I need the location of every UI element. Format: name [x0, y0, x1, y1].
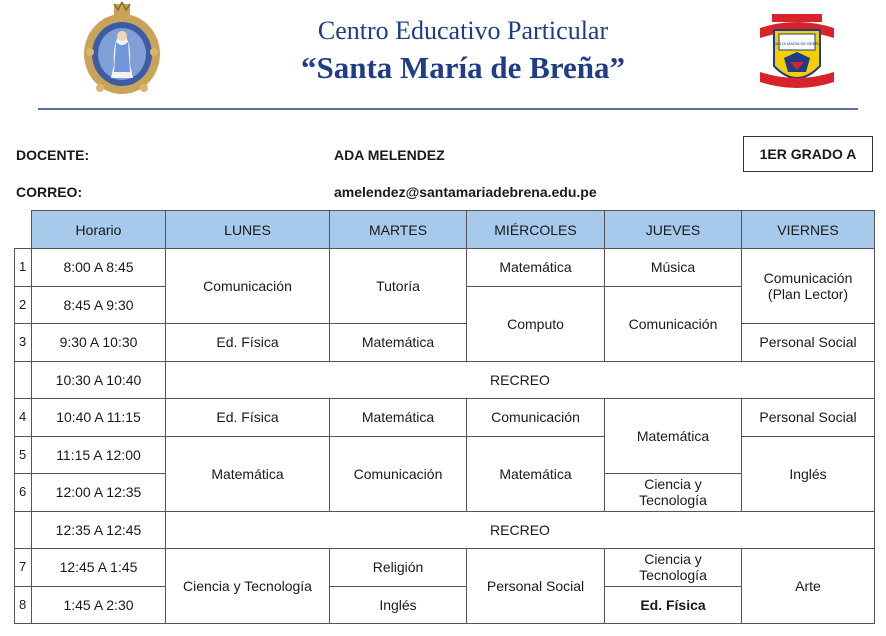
- correo-label: CORREO:: [16, 184, 83, 200]
- time-cell: 10:30 A 10:40: [32, 361, 166, 399]
- class-cell: Música: [605, 249, 742, 287]
- class-cell: Matemática: [467, 436, 605, 511]
- time-cell: 12:00 A 12:35: [32, 474, 166, 512]
- class-cell: Ed. Física: [166, 324, 330, 362]
- school-name-title: “Santa María de Breña”: [300, 50, 626, 85]
- correo-value: amelendez@santamariadebrena.edu.pe: [334, 184, 597, 200]
- docente-value: ADA MELENDEZ: [334, 147, 445, 163]
- class-cell: Inglés: [330, 586, 467, 624]
- header-viernes: VIERNES: [742, 211, 875, 249]
- period-number: 2: [15, 286, 32, 324]
- class-line: Tecnología: [639, 492, 707, 509]
- header-jueves: JUEVES: [605, 211, 742, 249]
- svg-text:SANTA MARÍA DE BREÑA: SANTA MARÍA DE BREÑA: [773, 41, 821, 46]
- header-horario: Horario: [32, 211, 166, 249]
- table-row: [15, 399, 875, 437]
- class-cell: Personal Social: [742, 399, 875, 437]
- class-cell: Comunicación: [166, 249, 330, 324]
- class-line: Tecnología: [639, 567, 707, 584]
- table-row: [15, 324, 875, 362]
- class-line: Comunicación: [763, 270, 853, 286]
- class-cell: Comunicación: [330, 436, 467, 511]
- recess-cell: RECREO: [166, 511, 875, 549]
- header-martes: MARTES: [330, 211, 467, 249]
- class-cell: Ed. Física: [605, 586, 742, 624]
- class-cell: Personal Social: [742, 324, 875, 362]
- period-number: [15, 361, 32, 399]
- class-cell: Inglés: [742, 436, 875, 511]
- period-number: 8: [15, 586, 32, 624]
- class-cell: Matemática: [166, 436, 330, 511]
- docente-label: DOCENTE:: [16, 147, 90, 163]
- class-cell: Computo: [467, 286, 605, 361]
- recess-cell: RECREO: [166, 361, 875, 399]
- table-row: [15, 511, 875, 549]
- time-cell: 12:45 A 1:45: [32, 549, 166, 587]
- class-cell: [742, 249, 875, 324]
- time-cell: 11:15 A 12:00: [32, 436, 166, 474]
- time-cell: 8:00 A 8:45: [32, 249, 166, 287]
- header-divider: [38, 108, 858, 110]
- period-number: 5: [15, 436, 32, 474]
- time-cell: 1:45 A 2:30: [32, 586, 166, 624]
- period-number: 3: [15, 324, 32, 362]
- corner-cell: [15, 211, 32, 249]
- period-number: 6: [15, 474, 32, 512]
- table-row: [15, 361, 875, 399]
- class-cell: Religión: [330, 549, 467, 587]
- period-number: 1: [15, 249, 32, 287]
- time-cell: 9:30 A 10:30: [32, 324, 166, 362]
- class-cell: Matemática: [605, 399, 742, 474]
- class-cell: [605, 549, 742, 587]
- class-cell: [605, 474, 742, 512]
- class-cell: Tutoría: [330, 249, 467, 324]
- class-cell: Matemática: [330, 324, 467, 362]
- class-line: Ciencia y: [644, 476, 702, 493]
- class-cell: Arte: [742, 549, 875, 624]
- class-cell: Ciencia y Tecnología: [166, 549, 330, 624]
- period-number: 7: [15, 549, 32, 587]
- class-cell: Comunicación: [467, 399, 605, 437]
- table-row: [15, 549, 875, 587]
- class-cell: Comunicación: [605, 286, 742, 361]
- class-cell: Matemática: [330, 399, 467, 437]
- header-miercoles: MIÉRCOLES: [467, 211, 605, 249]
- class-cell: Matemática: [467, 249, 605, 287]
- time-cell: 8:45 A 9:30: [32, 286, 166, 324]
- class-line: Ciencia y: [644, 551, 702, 568]
- header-lunes: LUNES: [166, 211, 330, 249]
- virgin-mary-medallion-logo: [80, 2, 164, 98]
- school-type-title: Centro Educativo Particular: [317, 16, 609, 45]
- table-row: [15, 249, 875, 287]
- school-crest-logo: [760, 12, 834, 96]
- grade-badge: 1ER GRADO A: [743, 136, 873, 172]
- class-line: (Plan Lector): [767, 286, 849, 302]
- table-row: [15, 436, 875, 474]
- class-schedule-table: [14, 210, 875, 624]
- period-number: [15, 511, 32, 549]
- class-cell: Ed. Física: [166, 399, 330, 437]
- time-cell: 12:35 A 12:45: [32, 511, 166, 549]
- table-header-row: [15, 211, 875, 249]
- time-cell: 10:40 A 11:15: [32, 399, 166, 437]
- class-cell: Personal Social: [467, 549, 605, 624]
- period-number: 4: [15, 399, 32, 437]
